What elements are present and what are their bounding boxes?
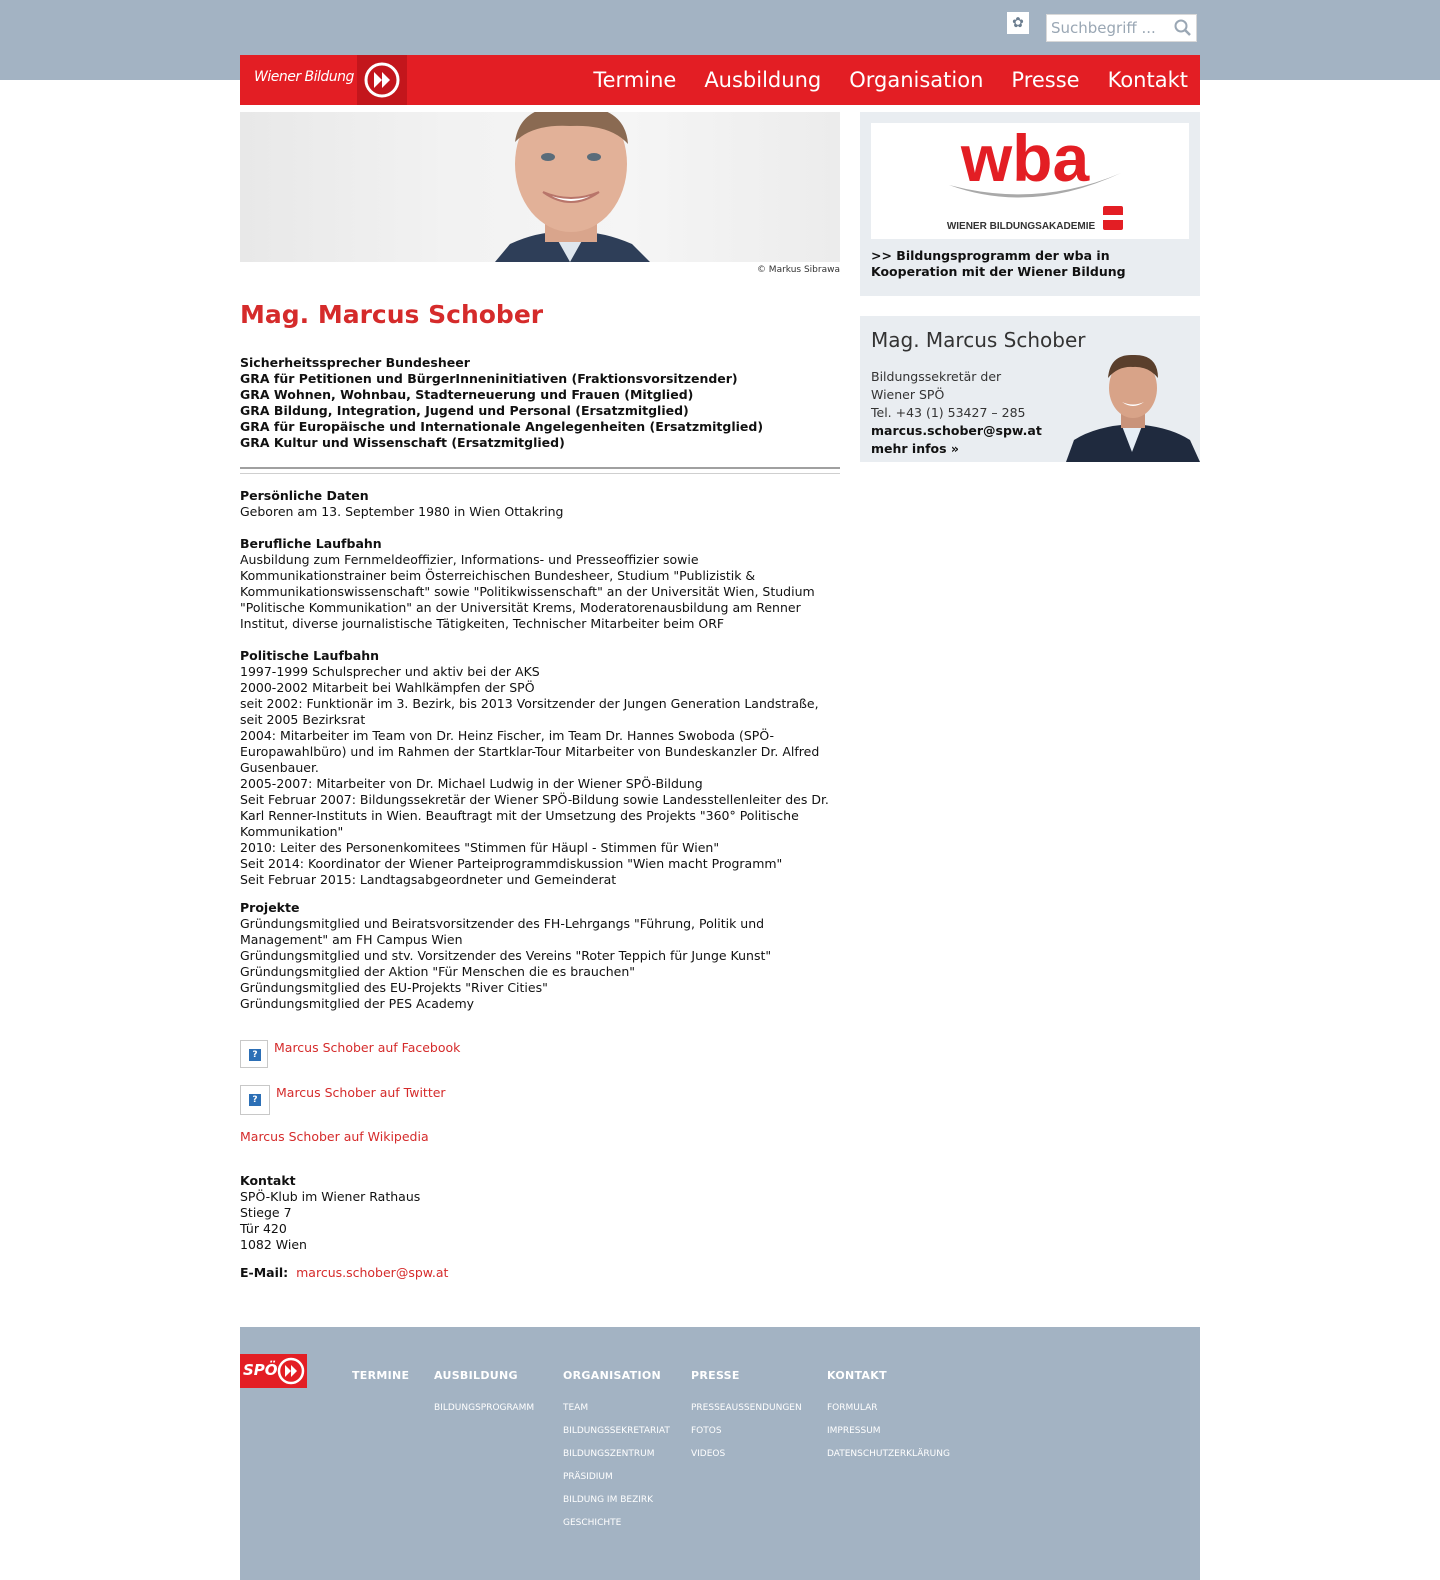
footer-link[interactable]: BILDUNGSSEKRETARIAT — [563, 1426, 670, 1436]
contact-card — [860, 316, 1200, 462]
political-item: 2010: Leiter des Personenkomitees "Stimmen für Häupl - Stimmen für Wien" — [240, 840, 720, 855]
footer-link[interactable]: IMPRESSUM — [827, 1426, 881, 1436]
card-role-1: Bildungssekretär der — [871, 369, 1002, 384]
footer-link[interactable]: FORMULAR — [827, 1403, 878, 1413]
contact-line: 1082 Wien — [240, 1237, 307, 1252]
project-item: Gründungsmitglied des EU-Projekts "River Cities" — [240, 980, 548, 995]
footer-link[interactable]: FOTOS — [691, 1426, 722, 1436]
political-item: Seit Februar 2015: Landtagsabgeordneter und Gemeinderat — [240, 872, 617, 887]
spo-logo[interactable] — [240, 1354, 307, 1388]
footer-link[interactable]: BILDUNGSZENTRUM — [563, 1449, 655, 1459]
wba-logo[interactable] — [871, 123, 1189, 239]
card-phone: Tel. +43 (1) 53427 – 285 — [871, 405, 1026, 420]
main-navbar — [240, 55, 1200, 105]
photo-credit: © Markus Sibrawa — [756, 265, 840, 275]
role-item: GRA Wohnen, Wohnbau, Stadterneuerung und Frauen (Mitglied) — [240, 387, 694, 402]
career-heading: Berufliche Laufbahn — [240, 536, 382, 551]
project-item: Gründungsmitglied der PES Academy — [240, 996, 475, 1011]
footer-col-kontakt — [827, 1369, 950, 1466]
role-item: Sicherheitssprecher Bundesheer — [240, 355, 470, 370]
hero-portrait-photo — [240, 112, 840, 262]
nav-presse[interactable]: Presse — [1011, 68, 1080, 92]
twitter-row — [240, 1085, 840, 1115]
wiener-bildung-logo[interactable] — [240, 55, 407, 105]
logo-text: Wiener Bildung — [254, 69, 354, 85]
contact-line: SPÖ-Klub im Wiener Rathaus — [240, 1189, 421, 1204]
footer-heading-organisation[interactable]: ORGANISATION — [563, 1369, 661, 1382]
card-info — [871, 368, 1042, 458]
footer-col-termine — [352, 1369, 409, 1382]
fast-forward-logo-icon — [357, 55, 407, 105]
footer-heading-termine[interactable]: TERMINE — [352, 1369, 410, 1382]
political-item: 2004: Mitarbeiter im Team von Dr. Heinz Fischer, im Team Dr. Hannes Swoboda (SPÖ-Europawahlbüro) und im Rahmen der Startklar-Tour Mitarbeiter von Bundeskanzler Dr. Alfred Gusenbauer. — [240, 728, 820, 775]
facebook-icon[interactable] — [240, 1040, 268, 1068]
twitter-icon[interactable] — [240, 1085, 270, 1115]
wba-logo-text: wba — [960, 123, 1090, 195]
political-item: 2005-2007: Mitarbeiter von Dr. Michael Ludwig in der Wiener SPÖ-Bildung — [240, 776, 703, 791]
spo-logo-text: SPÖ — [243, 1361, 278, 1379]
footer-link[interactable]: PRESSEAUSSENDUNGEN — [691, 1403, 802, 1413]
main-nav — [593, 55, 1188, 105]
card-name: Mag. Marcus Schober — [871, 328, 1086, 352]
email-row — [240, 1265, 840, 1281]
email-link[interactable]: marcus.schober@spw.at — [296, 1265, 449, 1280]
page-title: Mag. Marcus Schober — [240, 300, 544, 329]
fast-forward-icon — [276, 1356, 306, 1386]
footer-col-presse — [691, 1369, 802, 1466]
contact-line: Stiege 7 — [240, 1205, 292, 1220]
footer-link[interactable]: BILDUNG IM BEZIRK — [563, 1495, 654, 1505]
wba-teaser — [860, 112, 1200, 296]
search-input[interactable] — [1047, 15, 1173, 41]
role-item: GRA für Europäische und Internationale Angelegenheiten (Ersatzmitglied) — [240, 419, 764, 434]
nav-ausbildung[interactable]: Ausbildung — [704, 68, 822, 92]
wba-subtitle: WIENER BILDUNGSAKADEMIE — [946, 221, 1096, 232]
footer-link[interactable]: BILDUNGSPROGRAMM — [434, 1403, 535, 1413]
role-item: GRA Bildung, Integration, Jugend und Personal (Ersatzmitglied) — [240, 403, 689, 418]
political-item: 2000-2002 Mitarbeit bei Wahlkämpfen der SPÖ — [240, 680, 535, 695]
roles-list — [240, 355, 840, 451]
email-label: E-Mail: — [240, 1265, 289, 1280]
footer — [240, 1327, 1200, 1580]
search-box — [1046, 14, 1197, 42]
facebook-row — [240, 1040, 840, 1068]
footer-link[interactable]: DATENSCHUTZERKLÄRUNG — [827, 1449, 950, 1459]
role-item: GRA Kultur und Wissenschaft (Ersatzmitglied) — [240, 435, 565, 450]
footer-link[interactable]: VIDEOS — [691, 1449, 726, 1459]
political-item: 1997-1999 Schulsprecher und aktiv bei der AKS — [240, 664, 540, 679]
project-item: Gründungsmitglied und Beiratsvorsitzender des FH-Lehrgangs "Führung, Politik und Management" am FH Campus Wien — [240, 916, 765, 947]
nav-kontakt[interactable]: Kontakt — [1107, 68, 1188, 92]
wba-program-link[interactable]: >> Bildungsprogramm der wba in Kooperation mit der Wiener Bildung — [871, 248, 1126, 279]
political-item: Seit Februar 2007: Bildungssekretär der Wiener SPÖ-Bildung sowie Landesstellenleiter des Dr. Karl Renner-Instituts in Wien. Beauftragt mit der Umsetzung des Projekts "360° Politische Kommunikation" — [240, 792, 829, 839]
wikipedia-link[interactable]: Marcus Schober auf Wikipedia — [240, 1129, 429, 1144]
footer-link[interactable]: PRÄSIDIUM — [563, 1472, 613, 1482]
footer-col-organisation — [563, 1369, 670, 1535]
twitter-link[interactable]: Marcus Schober auf Twitter — [276, 1085, 446, 1100]
card-role-2: Wiener SPÖ — [871, 387, 945, 402]
card-more-link[interactable]: mehr infos » — [871, 441, 959, 456]
facebook-link[interactable]: Marcus Schober auf Facebook — [274, 1040, 461, 1055]
political-item: seit 2002: Funktionär im 3. Bezirk, bis 2013 Vorsitzender der Jungen Generation Landstraße, seit 2005 Bezirksrat — [240, 696, 819, 727]
role-item: GRA für Petitionen und BürgerInneninitiativen (Fraktionsvorsitzender) — [240, 371, 738, 386]
nav-organisation[interactable]: Organisation — [849, 68, 984, 92]
footer-link[interactable]: TEAM — [563, 1403, 589, 1413]
political-item: Seit 2014: Koordinator der Wiener Parteiprogrammdiskussion "Wien macht Programm" — [240, 856, 783, 871]
main-content — [240, 300, 840, 1281]
nav-termine[interactable]: Termine — [593, 68, 677, 92]
political-heading: Politische Laufbahn — [240, 648, 380, 663]
project-item: Gründungsmitglied der Aktion "Für Menschen die es brauchen" — [240, 964, 636, 979]
divider — [240, 467, 840, 474]
card-portrait-photo — [1066, 352, 1200, 462]
footer-heading-kontakt[interactable]: KONTAKT — [827, 1369, 887, 1382]
personal-heading: Persönliche Daten — [240, 488, 369, 503]
footer-heading-ausbildung[interactable]: AUSBILDUNG — [434, 1369, 518, 1382]
accessibility-icon[interactable]: ✿ — [1007, 12, 1029, 34]
contact-heading: Kontakt — [240, 1173, 296, 1188]
career-text: Ausbildung zum Fernmeldeoffizier, Informations- und Presseoffizier sowie Kommunikationstrainer beim Österreichischen Bundesheer, Studium "Publizistik & Kommunikationswissenschaft" sowie "Politikwissenschaft" an der Universität Wien, Studium "Politische Kommunikation" an der Universität Krems, Moderatorenausbildung am Renner Institut, diverse journalistische Tätigkeiten, Technischer Mitarbeiter beim ORF — [240, 552, 815, 631]
project-item: Gründungsmitglied und stv. Vorsitzender des Vereins "Roter Teppich für Junge Kunst" — [240, 948, 772, 963]
contact-line: Tür 420 — [240, 1221, 287, 1236]
footer-heading-presse[interactable]: PRESSE — [691, 1369, 740, 1382]
footer-link[interactable]: GESCHICHTE — [563, 1518, 622, 1528]
footer-col-ausbildung — [434, 1369, 534, 1420]
projects-heading: Projekte — [240, 900, 300, 915]
search-icon[interactable] — [1173, 18, 1193, 38]
personal-text: Geboren am 13. September 1980 in Wien Ottakring — [240, 504, 564, 519]
card-email[interactable]: marcus.schober@spw.at — [871, 423, 1042, 438]
